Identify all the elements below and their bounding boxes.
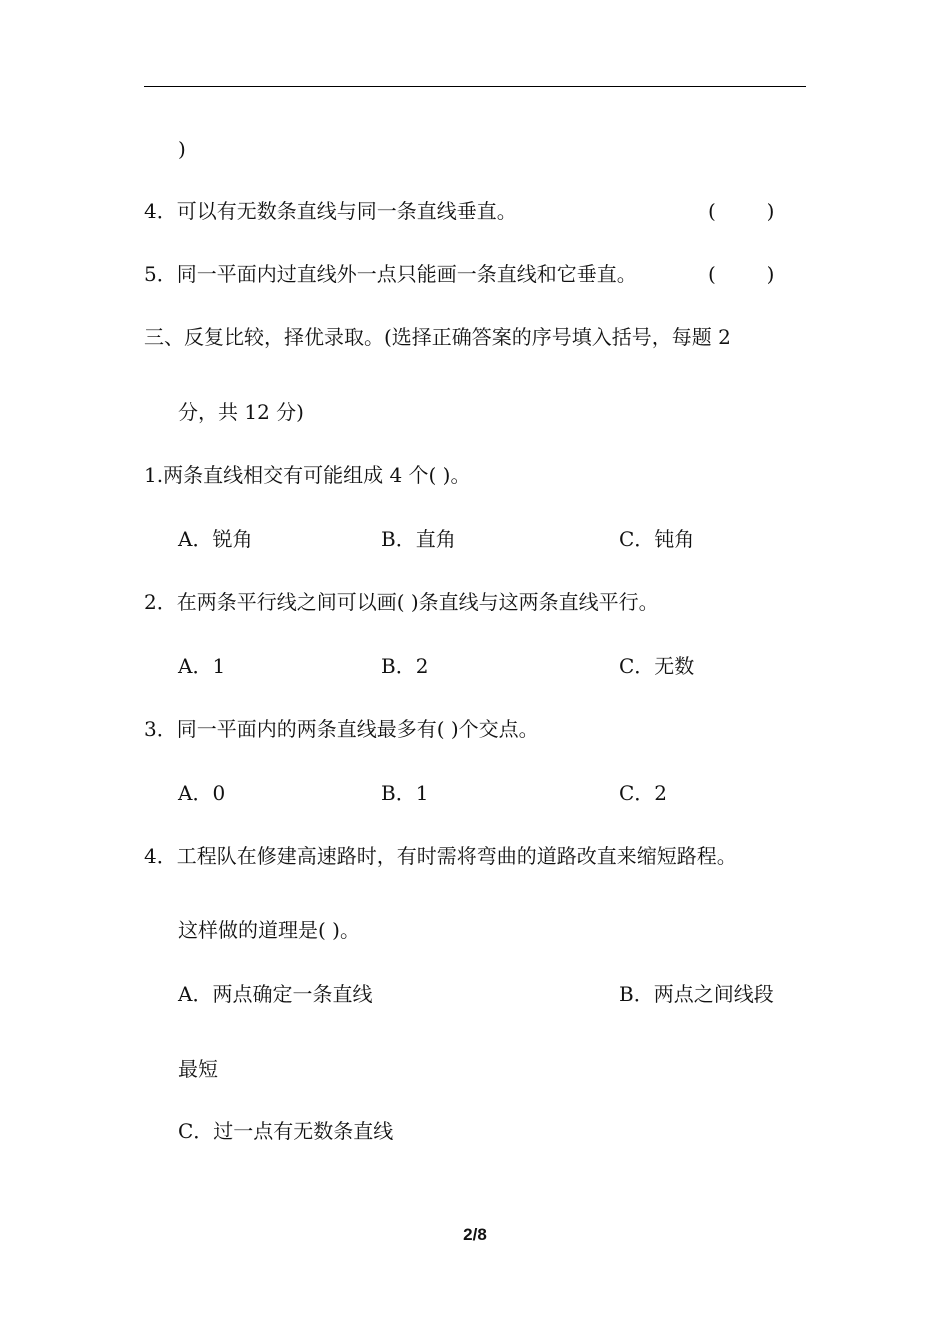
page-number: 2/8 [463,1225,487,1244]
header-rule [144,86,806,87]
question-1-option-c[interactable]: C．钝角 [619,527,695,551]
question-1-option-b[interactable]: B．直角 [381,527,456,551]
question-2-option-a[interactable]: A．1 [178,654,226,678]
judge-item-4: 4．可以有无数条直线与同一条直线垂直。 [144,199,517,223]
question-4-stem: 4．工程队在修建高速路时，有时需将弯曲的道路改直来缩短路程。 [144,844,737,868]
question-3-option-a[interactable]: A．0 [178,781,226,805]
question-4-option-c[interactable]: C．过一点有无数条直线 [178,1119,394,1143]
question-4-option-b[interactable]: B．两点之间线段 [619,982,774,1006]
question-2-stem: 2．在两条平行线之间可以画( )条直线与这两条直线平行。 [144,590,659,614]
question-2-option-c[interactable]: C．无数 [619,654,695,678]
question-3-stem: 3．同一平面内的两条直线最多有( )个交点。 [144,717,539,741]
section-3-title-cont: 分，共 12 分) [178,400,304,424]
question-3-option-c[interactable]: C．2 [619,781,668,805]
question-2-option-b[interactable]: B．2 [381,654,429,678]
judge-item-5-blank[interactable]: ( ) [708,262,775,286]
judge-item-4-blank[interactable]: ( ) [708,199,775,223]
question-1-stem: 1.两条直线相交有可能组成 4 个( )。 [144,463,471,487]
section-3-title: 三、反复比较，择优录取。(选择正确答案的序号填入括号，每题 2 [144,325,731,349]
question-3-option-b[interactable]: B．1 [381,781,429,805]
question-1-option-a[interactable]: A．锐角 [178,527,253,551]
judge-item-5: 5．同一平面内过直线外一点只能画一条直线和它垂直。 [144,262,637,286]
question-4-option-b-cont: 最短 [178,1057,218,1081]
question-4-option-a[interactable]: A．两点确定一条直线 [178,982,373,1006]
question-4-stem-cont: 这样做的道理是( )。 [178,918,360,942]
continuation-paren: ) [178,137,186,161]
